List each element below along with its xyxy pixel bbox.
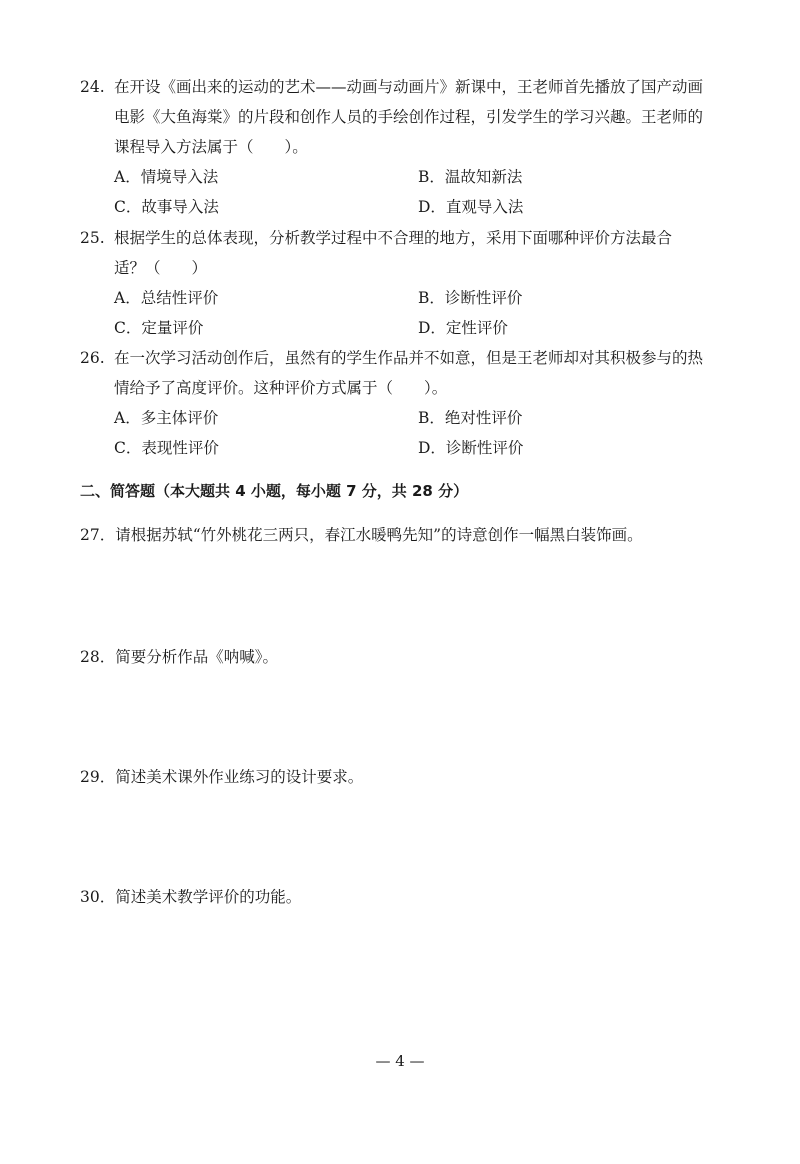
options-row <box>80 313 730 343</box>
short-question-29: 29．简述美术课外作业练习的设计要求。 <box>80 768 364 786</box>
question-text-line: 在一次学习活动创作后，虽然有的学生作品并不如意，但是王老师却对其积极参与的热 <box>114 349 704 367</box>
question-24 <box>80 72 730 222</box>
question-number: 24. <box>80 78 105 96</box>
option-c: C．故事导入法 <box>114 198 219 216</box>
question-text-line: 课程导入方法属于（ ）。 <box>114 138 308 156</box>
question-text-line: 根据学生的总体表现，分析教学过程中不合理的地方，采用下面哪种评价方法最合 <box>114 229 673 247</box>
option-d: D．定性评价 <box>418 319 508 337</box>
section-title: 二、简答题（本大题共 4 小题，每小题 7 分，共 28 分） <box>80 482 469 500</box>
short-question-30: 30．简述美术教学评价的功能。 <box>80 888 302 906</box>
option-a: A．总结性评价 <box>114 289 219 307</box>
page-number: — 4 — <box>375 1052 425 1070</box>
option-c: C．表现性评价 <box>114 439 219 457</box>
question-text-line: 情给予了高度评价。这种评价方式属于（ ）。 <box>114 379 448 397</box>
question-text-line: 电影《大鱼海棠》的片段和创作人员的手绘创作过程，引发学生的学习兴趣。王老师的 <box>114 108 704 126</box>
options-row <box>80 283 730 313</box>
question-25 <box>80 223 730 343</box>
question-text-line: 在开设《画出来的运动的艺术——动画与动画片》新课中，王老师首先播放了国产动画 <box>114 78 704 96</box>
question-number: 25. <box>80 229 105 247</box>
option-c: C．定量评价 <box>114 319 204 337</box>
options-row <box>80 162 730 192</box>
option-a: A．多主体评价 <box>114 409 219 427</box>
option-b: B．绝对性评价 <box>418 409 523 427</box>
option-d: D．诊断性评价 <box>418 439 524 457</box>
question-26 <box>80 343 730 463</box>
option-a: A．情境导入法 <box>114 168 219 186</box>
short-question-27: 27．请根据苏轼“竹外桃花三两只，春江水暖鸭先知”的诗意创作一幅黑白装饰画。 <box>80 526 643 544</box>
options-row <box>80 192 730 222</box>
option-b: B．温故知新法 <box>418 168 523 186</box>
question-text-line: 适？（ ） <box>114 259 208 277</box>
options-row <box>80 433 730 463</box>
option-d: D．直观导入法 <box>418 198 524 216</box>
short-question-28: 28．简要分析作品《呐喊》。 <box>80 648 278 666</box>
option-b: B．诊断性评价 <box>418 289 523 307</box>
options-row <box>80 403 730 433</box>
question-number: 26. <box>80 349 105 367</box>
